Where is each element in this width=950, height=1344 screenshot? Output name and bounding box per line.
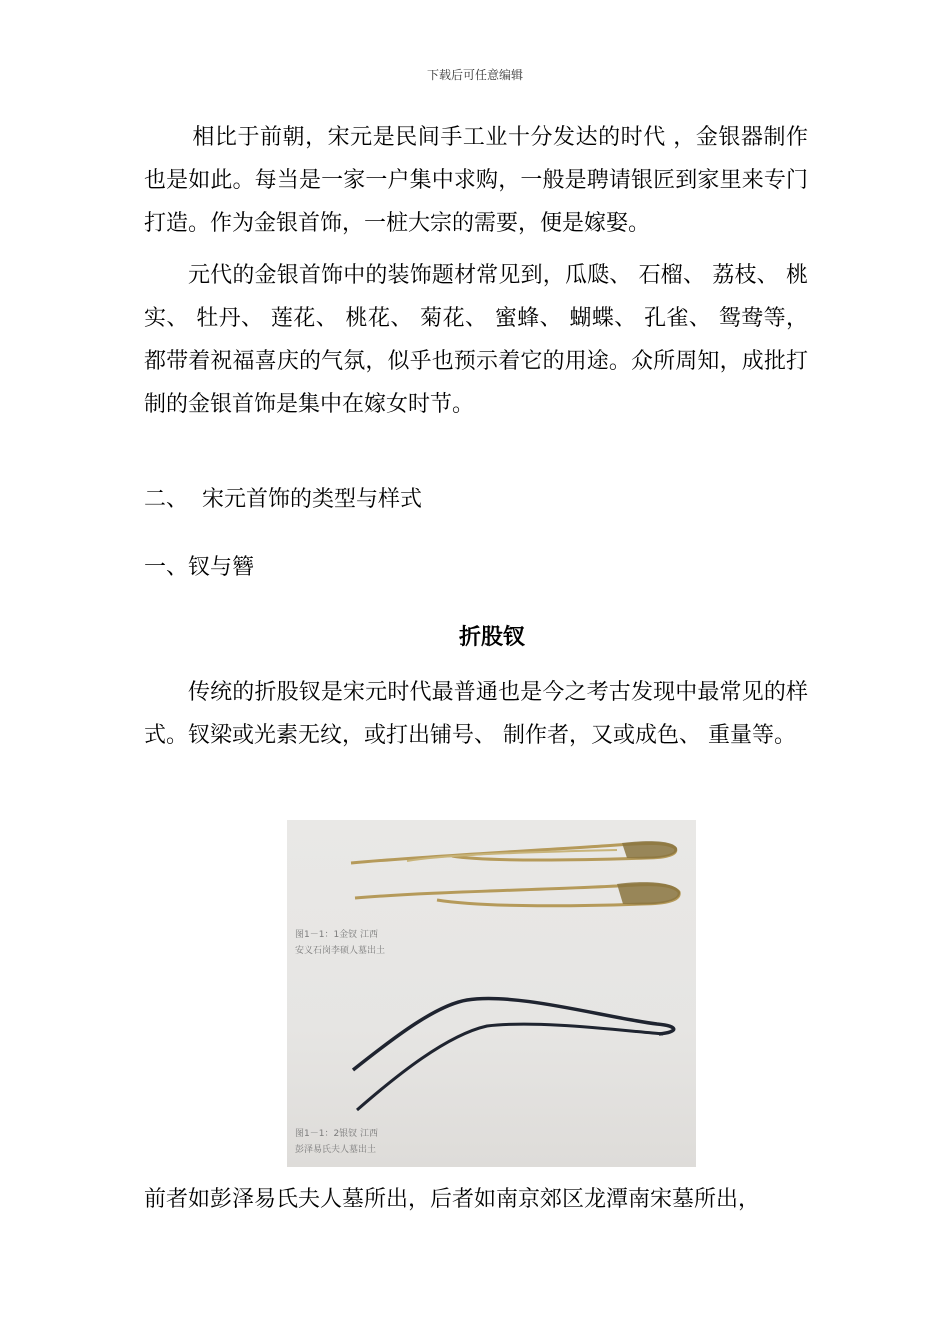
caption-silver-line2: 彭泽易氏夫人墓出土 (295, 1145, 377, 1155)
hairpin-illustration (287, 820, 696, 1167)
caption-gold-line1: 图1－1：1金钗 江西 (295, 930, 379, 940)
paragraph-motifs: 元代的金银首饰中的装饰题材常见到，瓜瓞、 石榴、 荔枝、 桃实、 牡丹、 莲花、 桃花、 菊花、 蜜蜂、 蝴蝶、 孔雀、 鸳鸯等，都带着祝福喜庆的气氛，似乎也预示着它的用途。众所周知，成批打制的金银首饰是集中在嫁女时节。 (144, 263, 808, 417)
silver-hairpins (353, 998, 674, 1110)
caption-gold (295, 927, 385, 959)
caption-silver (295, 1126, 378, 1158)
paragraph-zhegu-chai: 传统的折股钗是宋元时代最普通也是今之考古发现中最常见的样式。钗梁或光素无纹，或打出铺号、 制作者，又或成色、 重量等。 (144, 680, 808, 748)
subsection-heading: 一、钗与簪 (144, 555, 255, 580)
page-header: 下载后可任意编辑 (426, 68, 523, 82)
section-title: 宋元首饰的类型与样式 (202, 487, 423, 512)
section-heading (144, 480, 422, 520)
item-heading: 折股钗 (458, 625, 525, 650)
caption-silver-line1: 图1－1：2银钗 江西 (295, 1129, 379, 1139)
caption-gold-line2: 安义石岗李硕人墓出土 (295, 946, 386, 956)
section-number: 二、 (144, 487, 189, 512)
paragraph-intro: 相比于前朝，宋元是民间手工业十分发达的时代 ，金银器制作也是如此。每当是一家一户集中求购，一般是聘请银匠到家里来专门打造。作为金银首饰，一桩大宗的需要，便是嫁娶。 (144, 125, 808, 236)
gold-hairpin-top (351, 841, 677, 863)
paragraph-continuation: 前者如彭泽易氏夫人墓所出，后者如南京郊区龙潭南宋墓所出， (144, 1187, 761, 1212)
hairpin-photo (287, 820, 696, 1167)
gold-hairpin-bottom (355, 882, 680, 906)
